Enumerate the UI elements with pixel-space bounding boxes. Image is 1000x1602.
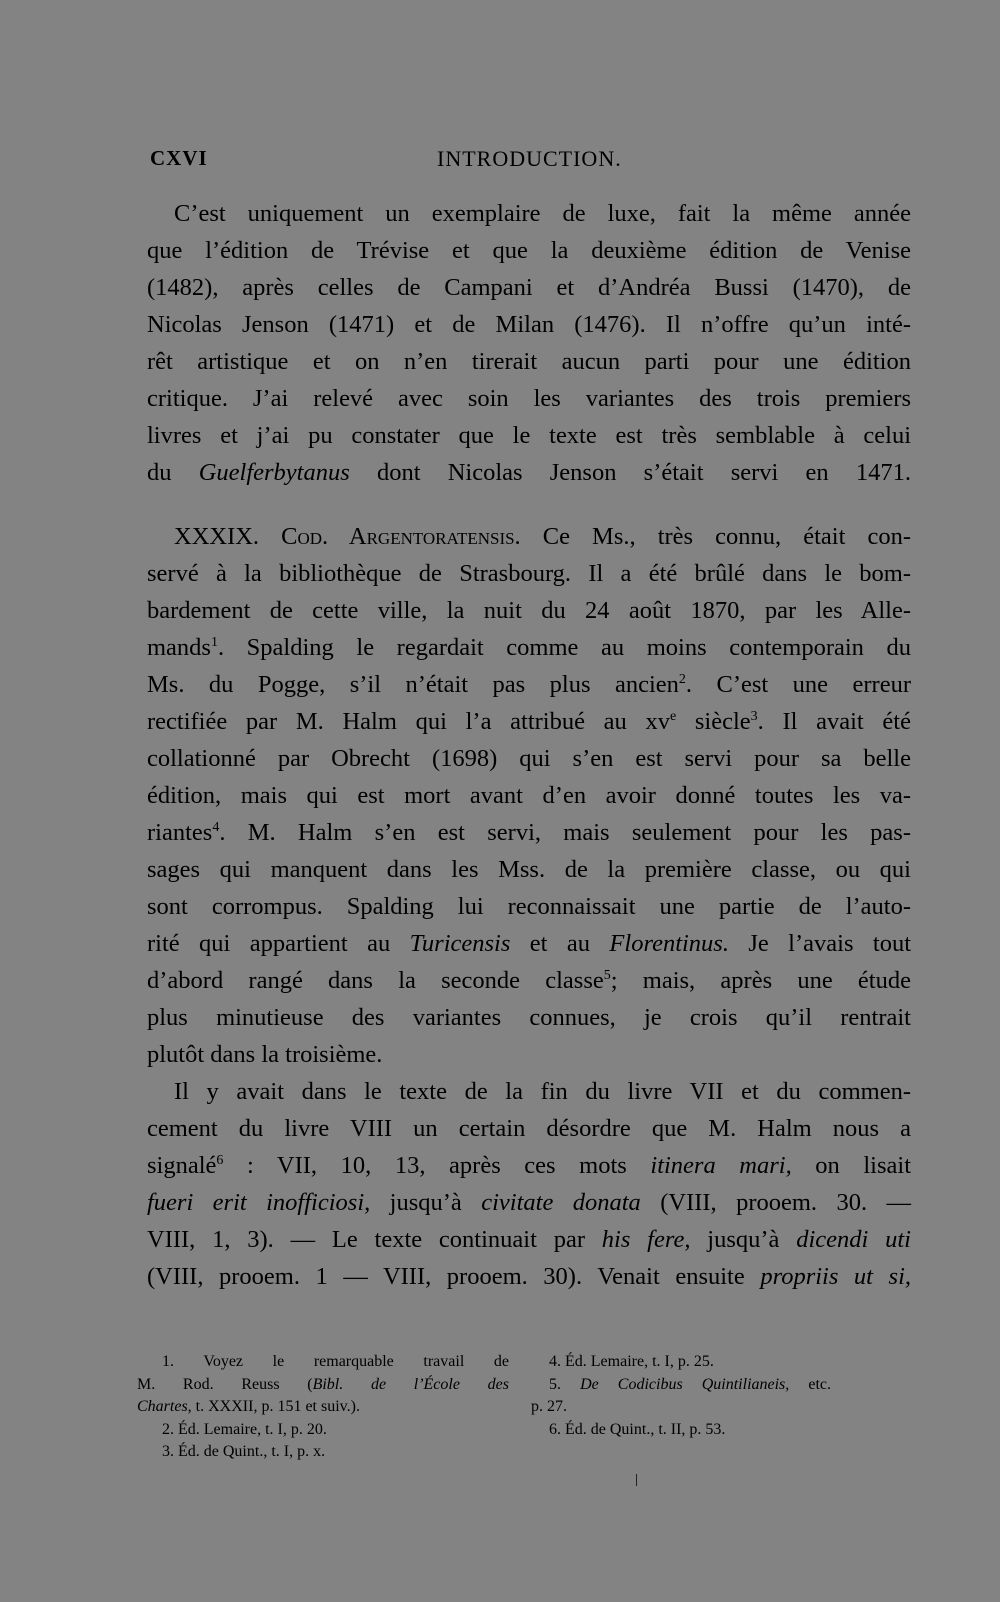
text-line: critique. J’ai relevé avec soin les variantes des trois premiers [147,385,911,412]
text-line [147,1147,911,1184]
text-run: . M. Halm s’en est servi, mais seulement pour les pas- [219,819,911,846]
text-line [147,454,911,491]
running-title: INTRODUCTION. [437,146,622,171]
text-line: sont corrompus. Spalding lui reconnaissait une partie de l’auto- [147,893,911,920]
footnote-6: 6. Éd. de Quint., t. II, p. 53. [549,1420,726,1438]
footnote-4: 4. Éd. Lemaire, t. I, p. 25. [549,1353,714,1370]
text-line: bardement de cette ville, la nuit du 24 août 1870, par les Alle- [147,597,911,624]
text-line: cement du livre VIII un certain désordre que M. Halm nous a [147,1115,911,1142]
text-run: ; mais, après une étude [610,967,911,994]
footnote-ref: 5 [603,968,611,983]
text-line: plus minutieuse des variantes connues, je crois qu’il rentrait [147,1004,911,1031]
footnote-ref: 6 [216,1153,224,1168]
text-run: : VII, 10, 13, après ces mots [223,1152,651,1179]
paragraph-gap [147,491,911,518]
text-run: rité qui appartient au [147,930,410,957]
running-head [150,146,915,176]
text-run: et au [510,930,610,957]
journal-title: Bibl. de l’École des [312,1375,509,1393]
section-number: XXXIX. [174,523,282,550]
footnote-1-cont [137,1374,509,1397]
text-run: etc. [789,1375,831,1393]
book-title: De Codicibus Quintilianeis, [580,1375,790,1393]
text-line [147,666,911,703]
superscript-e: e [669,709,677,724]
text-run: Ce Ms., très connu, était con- [520,523,911,550]
text-line: Il y avait dans le texte de la fin du livre VII et du commen- [174,1078,911,1105]
text-run: . C’est une erreur [685,671,911,698]
footnotes-right-column [531,1351,831,1441]
text-run: on lisait [791,1152,912,1179]
text-run: . Spalding le regardait comme au moins contemporain du [217,634,911,661]
text-run: VIII, 1, 3). — Le texte continuait par [147,1226,602,1253]
journal-title: Chartes [137,1398,188,1415]
footnote-5 [531,1374,831,1397]
text-run: siècle [676,708,751,735]
footnote-3: 3. Éd. de Quint., t. I, p. x. [162,1443,326,1460]
text-run: riantes [147,819,213,846]
text-line [147,962,911,999]
text-line [147,703,911,740]
text-line [147,925,911,962]
text-line: collationné par Obrecht (1698) qui s’en est servi pour sa belle [147,745,911,772]
text-run: du [147,459,199,486]
latin-quote: propriis ut si, [760,1263,912,1290]
text-line [147,629,911,666]
text-line: édition, mais qui est mort avant d’en avoir donné toutes les va- [147,782,911,809]
text-run: Je l’avais tout [728,930,912,957]
page-number: CXVI [150,146,208,170]
text-run: Ms. du Pogge, s’il n’était pas plus ancien [147,671,679,698]
text-line [147,1258,911,1295]
manuscript-name: Guelferbytanus [198,459,350,486]
footnote-ref: 1 [210,635,218,650]
latin-quote: itinera mari, [650,1152,792,1179]
section-heading: Cod. Argentoratensis. [281,523,521,550]
footnotes-left-column [137,1351,509,1464]
footnote-1: 1. Voyez le remarquable travail de [162,1353,509,1370]
text-line [147,1221,911,1258]
text-run: jusqu’à [690,1226,797,1253]
footnote-5-cont: p. 27. [531,1398,567,1415]
latin-quote: dicendi uti [796,1226,911,1253]
text-line [147,1184,911,1221]
text-run: 5. [549,1375,581,1393]
text-run: M. Rod. Reuss ( [137,1375,313,1393]
text-run: rectifiée par M. Halm qui l’a attribué au xv [147,708,670,735]
footnote-ref: 3 [750,709,758,724]
text-line [147,518,911,555]
text-run: , t. XXXII, p. 151 et suiv.). [187,1398,360,1415]
text-line: Nicolas Jenson (1471) et de Milan (1476). Il n’offre qu’un inté- [147,311,911,338]
text-line: que l’édition de Trévise et que la deuxième édition de Venise [147,237,911,264]
footnote-ref: 4 [212,820,220,835]
footnote-1-cont [137,1396,509,1419]
text-line: rêt artistique et on n’en tirerait aucun parti pour une édition [147,348,911,375]
text-run: (VIII, prooem. 1 — VIII, prooem. 30). Venait ensuite [147,1263,761,1290]
footnote-ref: 2 [678,672,686,687]
text-run: mands [147,634,211,661]
text-run: dont Nicolas Jenson s’était servi en 1471. [349,459,911,486]
text-line: sages qui manquent dans les Mss. de la première classe, ou qui [147,856,911,883]
footnote-2: 2. Éd. Lemaire, t. I, p. 20. [162,1420,327,1438]
main-text [147,195,911,1295]
latin-quote: his fere, [601,1226,691,1253]
text-line: C’est uniquement un exemplaire de luxe, fait la même année [174,200,911,227]
text-run: signalé [147,1152,217,1179]
latin-quote: civitate donata [481,1189,641,1216]
latin-quote: fueri erit inofficiosi, [147,1189,371,1216]
print-mark [636,1474,637,1486]
text-line: plutôt dans la troisième. [147,1041,383,1068]
text-line [147,814,911,851]
manuscript-name: Florentinus. [609,930,729,957]
text-run: (VIII, prooem. 30. — [640,1189,911,1216]
manuscript-name: Turicensis [409,930,511,957]
text-run: jusqu’à [370,1189,482,1216]
text-run: . Il avait été [757,708,911,735]
text-line: servé à la bibliothèque de Strasbourg. Il a été brûlé dans le bom- [147,560,911,587]
text-run: d’abord rangé dans la seconde classe [147,967,604,994]
text-line: livres et j’ai pu constater que le texte est très semblable à celui [147,422,911,449]
text-line: (1482), après celles de Campani et d’Andréa Bussi (1470), de [147,274,911,301]
